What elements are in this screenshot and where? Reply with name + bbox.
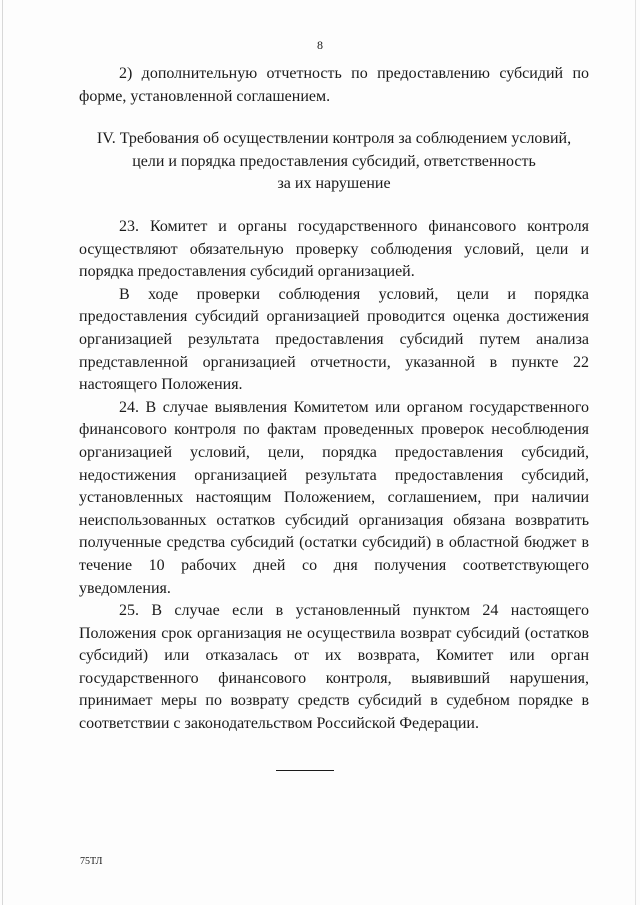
paragraph-25: 25. В случае если в установленный пунктом 24 настоящего Положения срок организация не осуществила возврат субсидий (остатков субсидий) или отказалась от их возврата, Комитет или орган государственного финансового контроля, выявивший нарушения, принимает меры по возврату средств субсидий в судебном порядке в соответствии с законодательством Российской Федерации. bbox=[79, 602, 589, 733]
section-heading-line-3: за их нарушение bbox=[277, 175, 391, 193]
section-heading bbox=[79, 128, 589, 196]
list-item-2: 2) дополнительную отчетность по предоставлению субсидий по форме, установленной соглашением. bbox=[79, 65, 589, 105]
page-number: 8 bbox=[317, 38, 323, 52]
section-heading-line-2: цели и порядка предоставления субсидий, ответственность bbox=[132, 152, 536, 170]
end-separator-line bbox=[276, 770, 334, 771]
paragraph-23-continued: В ходе проверки соблюдения условий, цели и порядка предоставления субсидий организацией проводится оценка достижения организацией результата предоставления субсидий путем анализа представленной организацией отчетности, указанной в пункте 22 настоящего Положения. bbox=[79, 285, 589, 394]
section-heading-line-1: IV. Требования об осуществлении контроля за соблюдением условий, bbox=[96, 130, 572, 147]
paragraph-24: 24. В случае выявления Комитетом или органом государственного финансового контроля по фактам проведенных проверок несоблюдения организацией условий, цели, порядка предоставления субсидий, недостижения организацией результата предоставления субсидий, установленных настоящим Положением, соглашением, при наличии неиспользованных остатков субсидий организация обязана возвратить полученные средства субсидий (остатки субсидий) в областной бюджет в течение 10 рабочих дней со дня получения соответствующего уведомления. bbox=[79, 398, 589, 597]
footer-code: 75ТЛ bbox=[80, 856, 103, 867]
section-body bbox=[79, 216, 589, 736]
paragraph-23: 23. Комитет и органы государственного финансового контроля осуществляют обязательную проверку соблюдения условий, цели и порядка предоставления субсидий организацией. bbox=[79, 218, 589, 281]
